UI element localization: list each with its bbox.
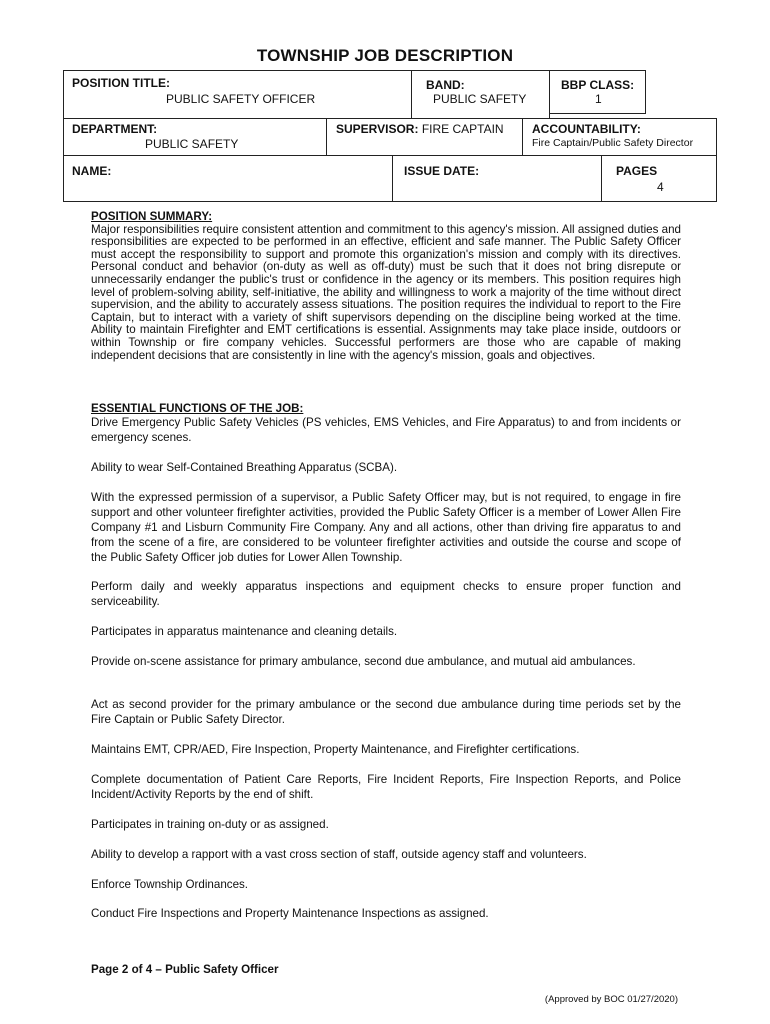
pages-cell [601,155,717,202]
position-summary-text: Major responsibilities require consistent attention and commitment to this agency's mission. All assigned duties and responsibilities are expected to be performed in an effective, efficient and safe manner. The Public Safety Officer must accept the responsibility to support and promote this organization's mission and comply with its directives. Personal conduct and behavior (on-duty as well as off-duty) must be such that it does not bring disrepute or unnecessarily endanger the public's trust or confidence in the agency or its members. This position requires high level of problem-solving ability, self-initiative, the ability and willingness to work a majority of the time without direct supervision, and the ability to accurately assess situations. The position requires the individual to report to the Fire Captain, but to interact with a variety of shift supervisors depending on the discipline being worked at the time. Ability to maintain Firefighter and EMT certifications is essential. Assignments may take place inside, outdoors or within Township or fire company vehicles. Successful performers are those who are capable of making independent decisions that are consistently in line with the agency's mission, goals and objectives. [91,222,681,362]
department-value: PUBLIC SAFETY [145,137,239,151]
department-label: DEPARTMENT: [72,122,158,136]
essential-item-4: Perform daily and weekly apparatus inspections and equipment checks to ensure proper function and serviceability. [91,580,681,608]
essential-item-5: Participates in apparatus maintenance and cleaning details. [91,625,398,638]
issue-date-cell [392,155,602,202]
pages-value: 4 [657,180,664,194]
essential-item-12: Enforce Township Ordinances. [91,878,249,891]
band-value: PUBLIC SAFETY [433,92,527,106]
essential-item-8: Maintains EMT, CPR/AED, Fire Inspection, Property Maintenance, and Firefighter certifications. [91,743,580,756]
essential-item-2: Ability to wear Self-Contained Breathing Apparatus (SCBA). [91,461,398,474]
essential-item-9: Complete documentation of Patient Care Reports, Fire Incident Reports, Fire Inspection Reports, and Police Incident/Activity Reports by the end of shift. [91,773,681,801]
supervisor-label [336,122,504,136]
accountability-cell [522,118,717,156]
footer-approved-note: (Approved by BOC 01/27/2020) [544,994,678,1005]
supervisor-cell [326,118,523,156]
supervisor-value: FIRE CAPTAIN [421,122,504,136]
pages-label: PAGES [616,164,658,178]
essential-functions-heading: ESSENTIAL FUNCTIONS OF THE JOB: [91,402,304,415]
essential-functions-heading-block [91,401,681,416]
essential-item-1: Drive Emergency Public Safety Vehicles (PS vehicles, EMS Vehicles, and Fire Apparatus) to and from incidents or emergency scenes. [91,416,681,444]
bbp-class-label: BBP CLASS: [561,78,635,92]
essential-item-13: Conduct Fire Inspections and Property Maintenance Inspections as assigned. [91,907,489,920]
essential-item-10: Participates in training on-duty or as assigned. [91,818,329,831]
bbp-class-value: 1 [595,92,602,106]
accountability-label: ACCOUNTABILITY: [532,122,641,136]
issue-date-label: ISSUE DATE: [404,164,480,178]
footer-page-label: Page 2 of 4 – Public Safety Officer [91,963,279,976]
position-title-cell [63,70,412,119]
department-cell [63,118,327,156]
essential-item-11: Ability to develop a rapport with a vast cross section of staff, outside agency staff and volunteers. [91,848,587,861]
band-cell [411,70,550,119]
essential-item-3: With the expressed permission of a supervisor, a Public Safety Officer may, but is not required, to engage in fire support and other volunteer firefighter activities, provided the Public Safety Officer is a member of Lower Allen Fire Company #1 and Lisburn Community Fire Company. Any and all actions, other than driving fire apparatus to and from the scene of a fire, are considered to be volunteer firefighter activities and outside the course and scope of the Public Safety Officer job duties for Lower Allen Township. [91,491,681,564]
accountability-value: Fire Captain/Public Safety Director [532,137,694,149]
essential-item-6: Provide on-scene assistance for primary ambulance, second due ambulance, and mutual aid ambulances. [91,655,636,668]
position-title-label: POSITION TITLE: [72,76,170,90]
band-label: BAND: [426,78,465,92]
essential-item-7: Act as second provider for the primary ambulance or the second due ambulance during time periods set by the Fire Captain or Public Safety Director. [91,698,681,726]
supervisor-label-text: SUPERVISOR: [336,122,419,136]
name-label: NAME: [72,164,112,178]
bbp-class-cell [549,70,646,114]
document-title: TOWNSHIP JOB DESCRIPTION [256,46,514,65]
position-title-value: PUBLIC SAFETY OFFICER [166,92,316,106]
name-cell [63,155,393,202]
position-summary [91,211,681,362]
position-summary-heading: POSITION SUMMARY: [91,210,213,223]
